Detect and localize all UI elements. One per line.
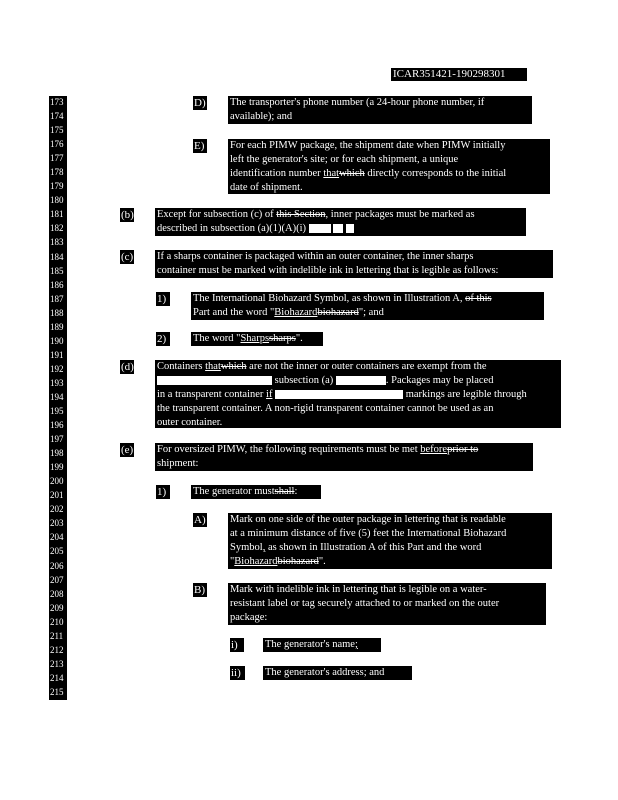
line-number: 206: [50, 560, 64, 571]
deleted-text: this Section: [276, 209, 326, 220]
line-number: 208: [50, 588, 64, 599]
line-number: 202: [50, 504, 64, 515]
marker-1-symbol: 1): [156, 292, 170, 306]
para-line: the transparent container. A non-rigid transparent container cannot be used as an: [157, 403, 494, 414]
line-number: 185: [50, 265, 64, 276]
line-number: 192: [50, 363, 64, 374]
text: The generator's address: [265, 667, 364, 678]
marker-d-containers: (d): [121, 361, 134, 373]
para-line: If a sharps container is packaged within an outer container, the inner sharps: [157, 251, 474, 262]
text: . Packages may be placed: [385, 375, 494, 386]
line-number: 182: [50, 223, 64, 234]
text: The generator's name: [265, 639, 355, 650]
line-number: 177: [50, 153, 64, 164]
text: as shown in Illustration A of this Part and the word: [265, 542, 482, 553]
para-generator-name: [263, 638, 381, 652]
para-line: available); and: [230, 111, 293, 122]
text: The generator must: [193, 486, 275, 497]
inserted-text: if: [266, 389, 273, 400]
redaction-gap: [336, 376, 386, 385]
line-number: 174: [50, 111, 64, 122]
text: are not the inner or outer containers are exempt from the: [246, 361, 487, 372]
marker-1-generator: 1): [156, 485, 170, 499]
line-number: 176: [50, 139, 64, 150]
text: :: [294, 486, 298, 497]
para-transporter-phone: [228, 96, 532, 124]
para-line: [193, 332, 321, 346]
marker-a-mark: A): [194, 514, 206, 526]
redaction-gap: [309, 224, 331, 233]
line-number: 194: [50, 391, 64, 402]
para-line: at a minimum distance of five (5) feet the International Biohazard: [230, 528, 507, 539]
text: ".: [318, 556, 326, 567]
line-number: 201: [50, 490, 64, 501]
para-line: [193, 485, 319, 499]
redaction-gap: [333, 224, 343, 233]
line-number: 188: [50, 307, 64, 318]
para-line: container must be marked with indelible ink in lettering that is legible as follows:: [157, 265, 499, 276]
text: For oversized PIMW, the following requirements must be met: [157, 444, 421, 455]
redaction-gap: [346, 224, 354, 233]
line-number: 196: [50, 420, 64, 431]
para-sharps-container: [155, 250, 553, 278]
line-number: 214: [50, 672, 64, 683]
text: ; and: [363, 667, 385, 678]
line-number: 207: [50, 574, 64, 585]
para-line: [193, 306, 542, 320]
redaction-gap: [157, 376, 272, 385]
line-number: 209: [50, 602, 64, 613]
line-number: 181: [50, 209, 64, 220]
redaction-gap: [275, 390, 403, 399]
line-number: 213: [50, 658, 64, 669]
deleted-text: which: [220, 361, 247, 372]
para-line: [157, 388, 559, 402]
line-number: 184: [50, 251, 64, 262]
para-line: resistant label or tag securely attached to or marked on the outer: [230, 598, 500, 609]
line-number: 198: [50, 448, 64, 459]
marker-d-transporter: D): [194, 97, 206, 109]
para-generator-must: [191, 485, 321, 499]
inserted-text: ,: [262, 542, 266, 553]
inserted-text: that: [323, 168, 340, 179]
line-number: 178: [50, 167, 64, 178]
para-line: date of shipment.: [230, 182, 303, 193]
deleted-text: shall: [274, 486, 295, 497]
line-numbers: [49, 96, 67, 700]
text: Part and the word ": [193, 307, 275, 318]
line-number: 186: [50, 279, 64, 290]
line-number: 212: [50, 644, 64, 655]
para-line: [230, 555, 550, 569]
text: "; and: [358, 307, 384, 318]
deleted-text: sharps: [269, 333, 296, 344]
inserted-text: Biohazard: [274, 307, 318, 318]
text: markings are legible through: [405, 389, 527, 400]
para-line: [157, 374, 559, 388]
deleted-text: prior to: [447, 444, 479, 455]
line-number: 180: [50, 195, 64, 206]
para-generator-address: [263, 666, 412, 680]
marker-b-ink: B): [194, 584, 205, 596]
para-line: [230, 541, 550, 555]
para-line: The International Biohazard Symbol, as shown in Illustration A, of this: [193, 293, 492, 304]
deleted-text: of this: [465, 293, 492, 304]
line-number: 191: [50, 349, 64, 360]
line-number: 187: [50, 293, 64, 304]
text: in a transparent container: [157, 389, 267, 400]
para-mark-outer-package: [228, 513, 552, 569]
line-number: 215: [50, 686, 64, 697]
para-oversized-pimw: [155, 443, 533, 471]
para-line: [157, 360, 559, 374]
line-number: 193: [50, 377, 64, 388]
text: subsection (a): [274, 375, 334, 386]
line-number: 197: [50, 434, 64, 445]
para-line: [265, 638, 379, 652]
marker-i: i): [230, 638, 244, 652]
para-line: [230, 167, 548, 181]
line-number: 210: [50, 616, 64, 627]
text: ": [230, 556, 235, 567]
text: directly corresponds to the initial: [364, 168, 507, 179]
para-line: Mark with indelible ink in lettering that is legible on a water-: [230, 584, 487, 595]
marker-2-sharps: 2): [156, 332, 170, 346]
deleted-text: biohazard: [317, 307, 359, 318]
para-inner-packages: [155, 208, 526, 236]
marker-c: (c): [121, 251, 134, 263]
line-number: 205: [50, 546, 64, 557]
text: Containers: [157, 361, 206, 372]
line-number: 183: [50, 237, 64, 248]
deleted-text: biohazard: [277, 556, 319, 567]
line-number: 179: [50, 181, 64, 192]
marker-e-oversized: (e): [121, 444, 134, 456]
inserted-text: before: [420, 444, 448, 455]
deleted-text: which: [339, 168, 365, 179]
para-biohazard-symbol: [191, 292, 544, 320]
para-line: For each PIMW package, the shipment date when PIMW initially: [230, 140, 506, 151]
marker-e-shipment: E): [193, 139, 207, 153]
para-line: outer container.: [157, 417, 223, 428]
marker-b: (b): [121, 209, 134, 221]
marker-ii: ii): [230, 666, 245, 680]
document-id: ICAR351421-190298301: [391, 68, 527, 81]
line-number: 175: [50, 125, 64, 136]
inserted-text: Sharps: [240, 333, 270, 344]
text: described in subsection (a)(1)(A)(i): [157, 223, 306, 234]
para-line: shipment:: [157, 458, 199, 469]
inserted-text: that: [205, 361, 221, 372]
para-line: [157, 443, 531, 457]
para-word-sharps: [191, 332, 323, 346]
para-indelible-ink: [228, 583, 546, 625]
text: identification number: [230, 168, 324, 179]
text: The word ": [193, 333, 241, 344]
line-number: 203: [50, 518, 64, 529]
inserted-text: Biohazard: [234, 556, 278, 567]
para-line: [265, 666, 410, 680]
para-line: package:: [230, 612, 268, 623]
para-line: The transporter's phone number (a 24-hour phone number, if: [230, 97, 485, 108]
line-number: 189: [50, 321, 64, 332]
text: ".: [295, 333, 303, 344]
text: The International Biohazard Symbol, as shown in Illustration A: [193, 293, 460, 304]
text: Except for subsection (c) of: [157, 209, 277, 220]
para-line: [157, 222, 524, 236]
para-exempt-containers: [155, 360, 561, 428]
inserted-text: ;: [354, 639, 358, 650]
line-number: 195: [50, 406, 64, 417]
text: , inner packages must be marked as: [325, 209, 475, 220]
line-number: 204: [50, 532, 64, 543]
line-number: 199: [50, 462, 64, 473]
text: Symbol: [230, 542, 263, 553]
para-line: left the generator's site; or for each shipment, a unique: [230, 154, 459, 165]
para-shipment-date: [228, 139, 550, 194]
para-line: [157, 208, 524, 222]
para-line: Mark on one side of the outer package in lettering that is readable: [230, 514, 506, 525]
line-number: 190: [50, 335, 64, 346]
line-number: 200: [50, 476, 64, 487]
line-number: 173: [50, 97, 64, 107]
line-number: 211: [50, 630, 64, 641]
